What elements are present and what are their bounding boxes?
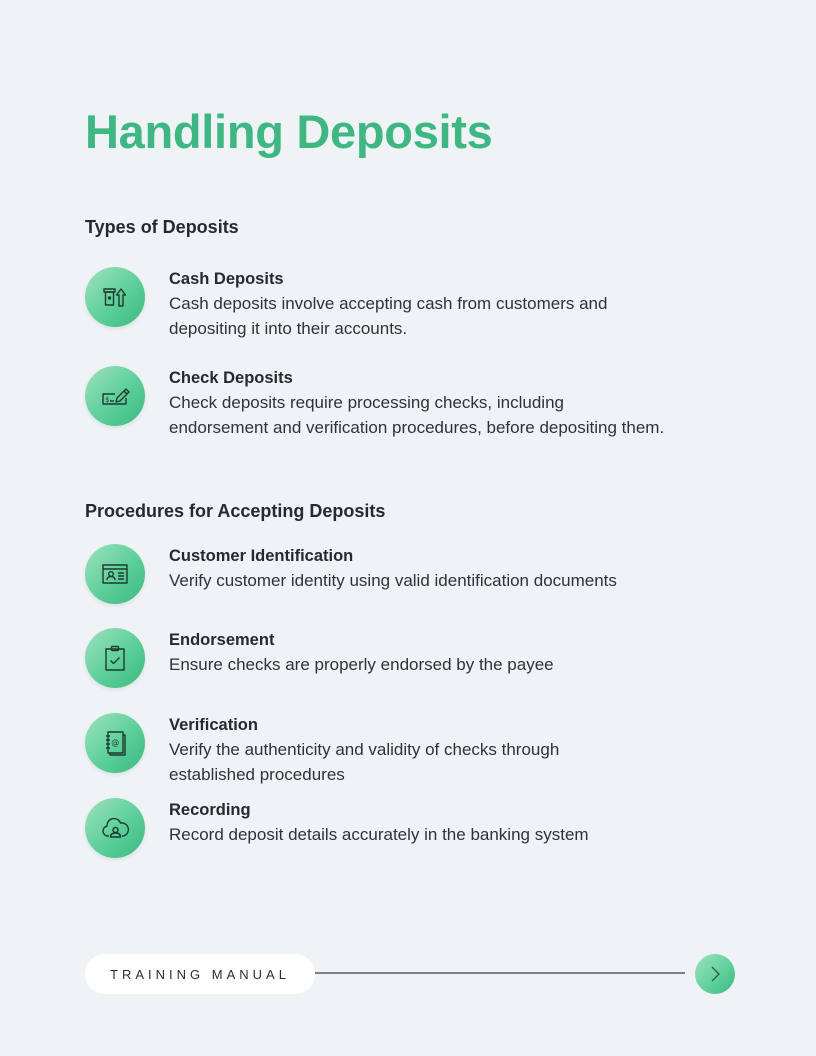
item-description-line: Cash deposits involve accepting cash from customers and [169, 294, 608, 313]
page-title: Handling Deposits [85, 105, 493, 158]
svg-text:@: @ [111, 738, 120, 747]
icon-circle [85, 267, 145, 327]
icon-circle [85, 628, 145, 688]
item-description-line: established procedures [169, 765, 345, 784]
svg-text:$: $ [105, 396, 110, 404]
item-description-line: Check deposits require processing checks, including [169, 393, 564, 412]
icon-circle [85, 798, 145, 858]
id-card-icon [100, 559, 130, 589]
item-description-line: endorsement and verification procedures, before depositing them. [169, 418, 665, 437]
section-heading-types: Types of Deposits [85, 217, 239, 237]
icon-circle [85, 713, 145, 773]
section-heading-procedures: Procedures for Accepting Deposits [85, 501, 386, 521]
item-title: Recording [169, 801, 251, 819]
item-title: Verification [169, 716, 258, 734]
icon-circle [85, 544, 145, 604]
item-title: Customer Identification [169, 547, 354, 565]
item-description-line: Verify the authenticity and validity of checks through [169, 740, 560, 759]
item-title: Check Deposits [169, 369, 293, 387]
footer-divider [315, 972, 685, 974]
item-description-line: Record deposit details accurately in the banking system [169, 825, 589, 844]
item-description-line: depositing it into their accounts. [169, 319, 408, 338]
icon-circle [85, 366, 145, 426]
item-description-line: Verify customer identity using valid identification documents [169, 571, 617, 590]
footer-label: TRAINING MANUAL [85, 954, 315, 994]
chevron-right-icon [707, 964, 723, 984]
address-book-icon [100, 728, 130, 758]
cloud-user-icon [100, 813, 130, 843]
item-description-line: Ensure checks are properly endorsed by the payee [169, 655, 554, 674]
clipboard-check-icon [100, 643, 130, 673]
cash-deposit-icon [100, 282, 130, 312]
next-page-button[interactable] [695, 954, 735, 994]
item-title: Endorsement [169, 631, 275, 649]
item-title: Cash Deposits [169, 270, 284, 288]
check-pen-icon [100, 381, 130, 411]
